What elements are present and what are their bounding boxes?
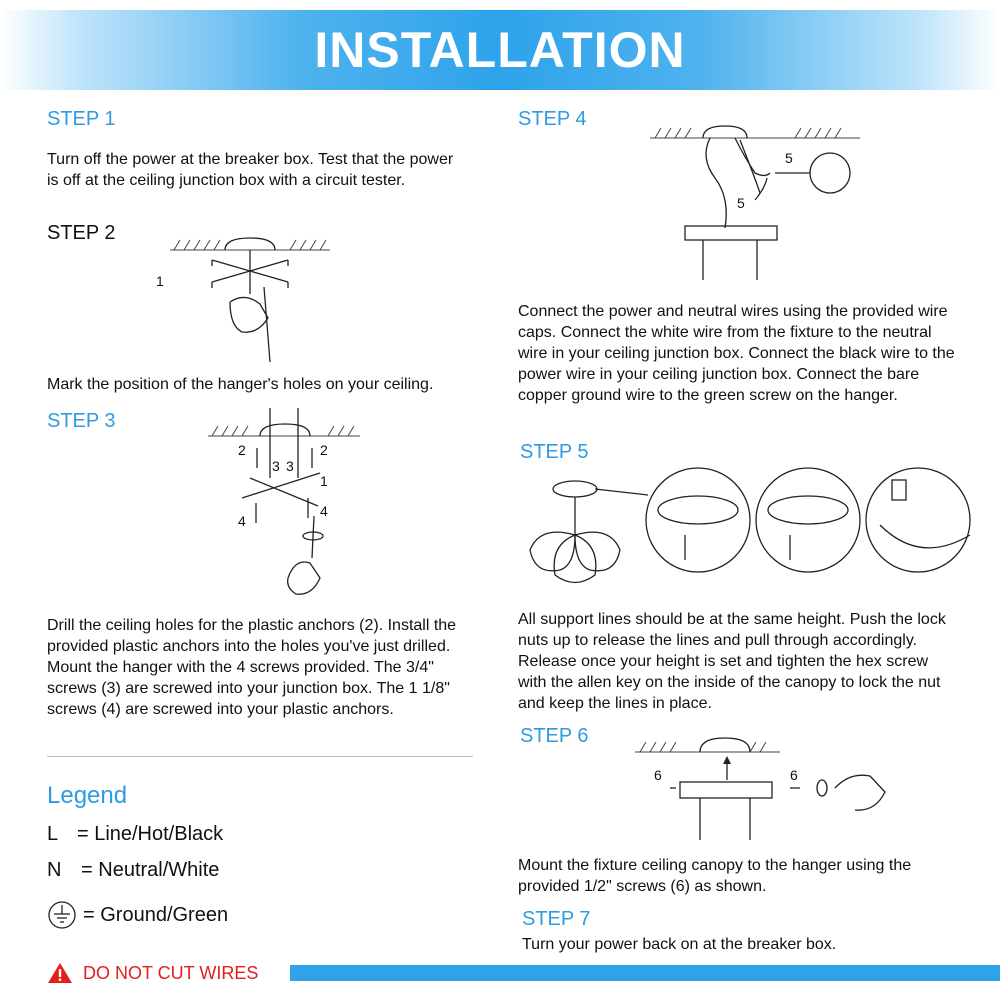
legend-heading: Legend: [47, 782, 128, 809]
callout-2-left: 2: [238, 442, 246, 458]
bottom-bar: [290, 965, 1000, 981]
callout-6-left: 6: [654, 767, 662, 783]
warning-text: DO NOT CUT WIRES: [83, 962, 259, 983]
legend-row-line: [47, 823, 223, 846]
step-5-text: All support lines should be at the same height. Push the lock nuts up to release the lines and pull through accordingly. Release once your height is set and tighten the hex screw with the allen key on the inside of the canopy to lock the nut and keep the lines in place.: [518, 611, 946, 712]
step-5-illustration: [520, 465, 1000, 595]
step-5-heading: STEP 5: [520, 441, 589, 463]
warning-triangle-icon: [47, 962, 73, 984]
step-7-text: Turn your power back on at the breaker box.: [522, 936, 837, 953]
legend-label-n: = Neutral/White: [81, 859, 220, 881]
step-3-text: Drill the ceiling holes for the plastic anchors (2). Install the provided plastic anchors into the holes you've just drilled. Mount the hanger with the 4 screws provided. The 3/4" screws (3) are screwed into your junction box. The 1 1/8" screws (4) are screwed into your plastic anchors.: [47, 617, 457, 718]
legend-key-n: N: [47, 859, 62, 881]
legend-label-ground: = Ground/Green: [83, 903, 229, 926]
legend-label-l: = Line/Hot/Black: [76, 823, 224, 845]
step-1-heading: STEP 1: [47, 108, 116, 130]
legend-row-ground: [47, 900, 228, 930]
legend-key-l: L: [47, 823, 58, 845]
step-4-illustration: [645, 118, 865, 280]
step-4-text: Connect the power and neutral wires using the provided wire caps. Connect the white wire from the fixture to the neutral wire in your ceiling junction box. Connect the black wire to the power wire in your ceiling junction box. Connect the bare copper ground wire to the green screw on the hanger.: [518, 303, 955, 404]
step-2-illustration: [150, 232, 350, 372]
callout-1: 1: [156, 273, 164, 289]
step-3-illustration: [200, 408, 380, 608]
callout-6-right: 6: [790, 767, 798, 783]
callout-5-bottom: 5: [737, 195, 745, 211]
callout-4-right: 4: [320, 503, 328, 519]
callout-4-left: 4: [238, 513, 246, 529]
callout-1: 1: [320, 473, 328, 489]
step-6-text: Mount the fixture ceiling canopy to the hanger using the provided 1/2" screws (6) as shown.: [518, 857, 912, 895]
ground-icon: [47, 900, 77, 930]
callout-2-right: 2: [320, 442, 328, 458]
step-4-heading: STEP 4: [518, 108, 587, 130]
callout-3-left: 3: [272, 458, 280, 474]
section-divider: [47, 756, 473, 757]
step-2-text: Mark the position of the hanger's holes on your ceiling.: [47, 376, 434, 393]
callout-3-right: 3: [286, 458, 294, 474]
step-3-heading: STEP 3: [47, 410, 116, 432]
step-6-illustration: [630, 732, 910, 844]
callout-5-top: 5: [785, 150, 793, 166]
step-7-heading: STEP 7: [522, 908, 591, 930]
warning-row: [47, 962, 258, 984]
legend-row-neutral: [47, 859, 219, 882]
step-6-heading: STEP 6: [520, 725, 589, 747]
step-1-text: Turn off the power at the breaker box. Test that the power is off at the ceiling junction box with a circuit tester.: [47, 151, 454, 189]
page-title: INSTALLATION: [314, 22, 686, 78]
step-2-heading: STEP 2: [47, 222, 116, 244]
